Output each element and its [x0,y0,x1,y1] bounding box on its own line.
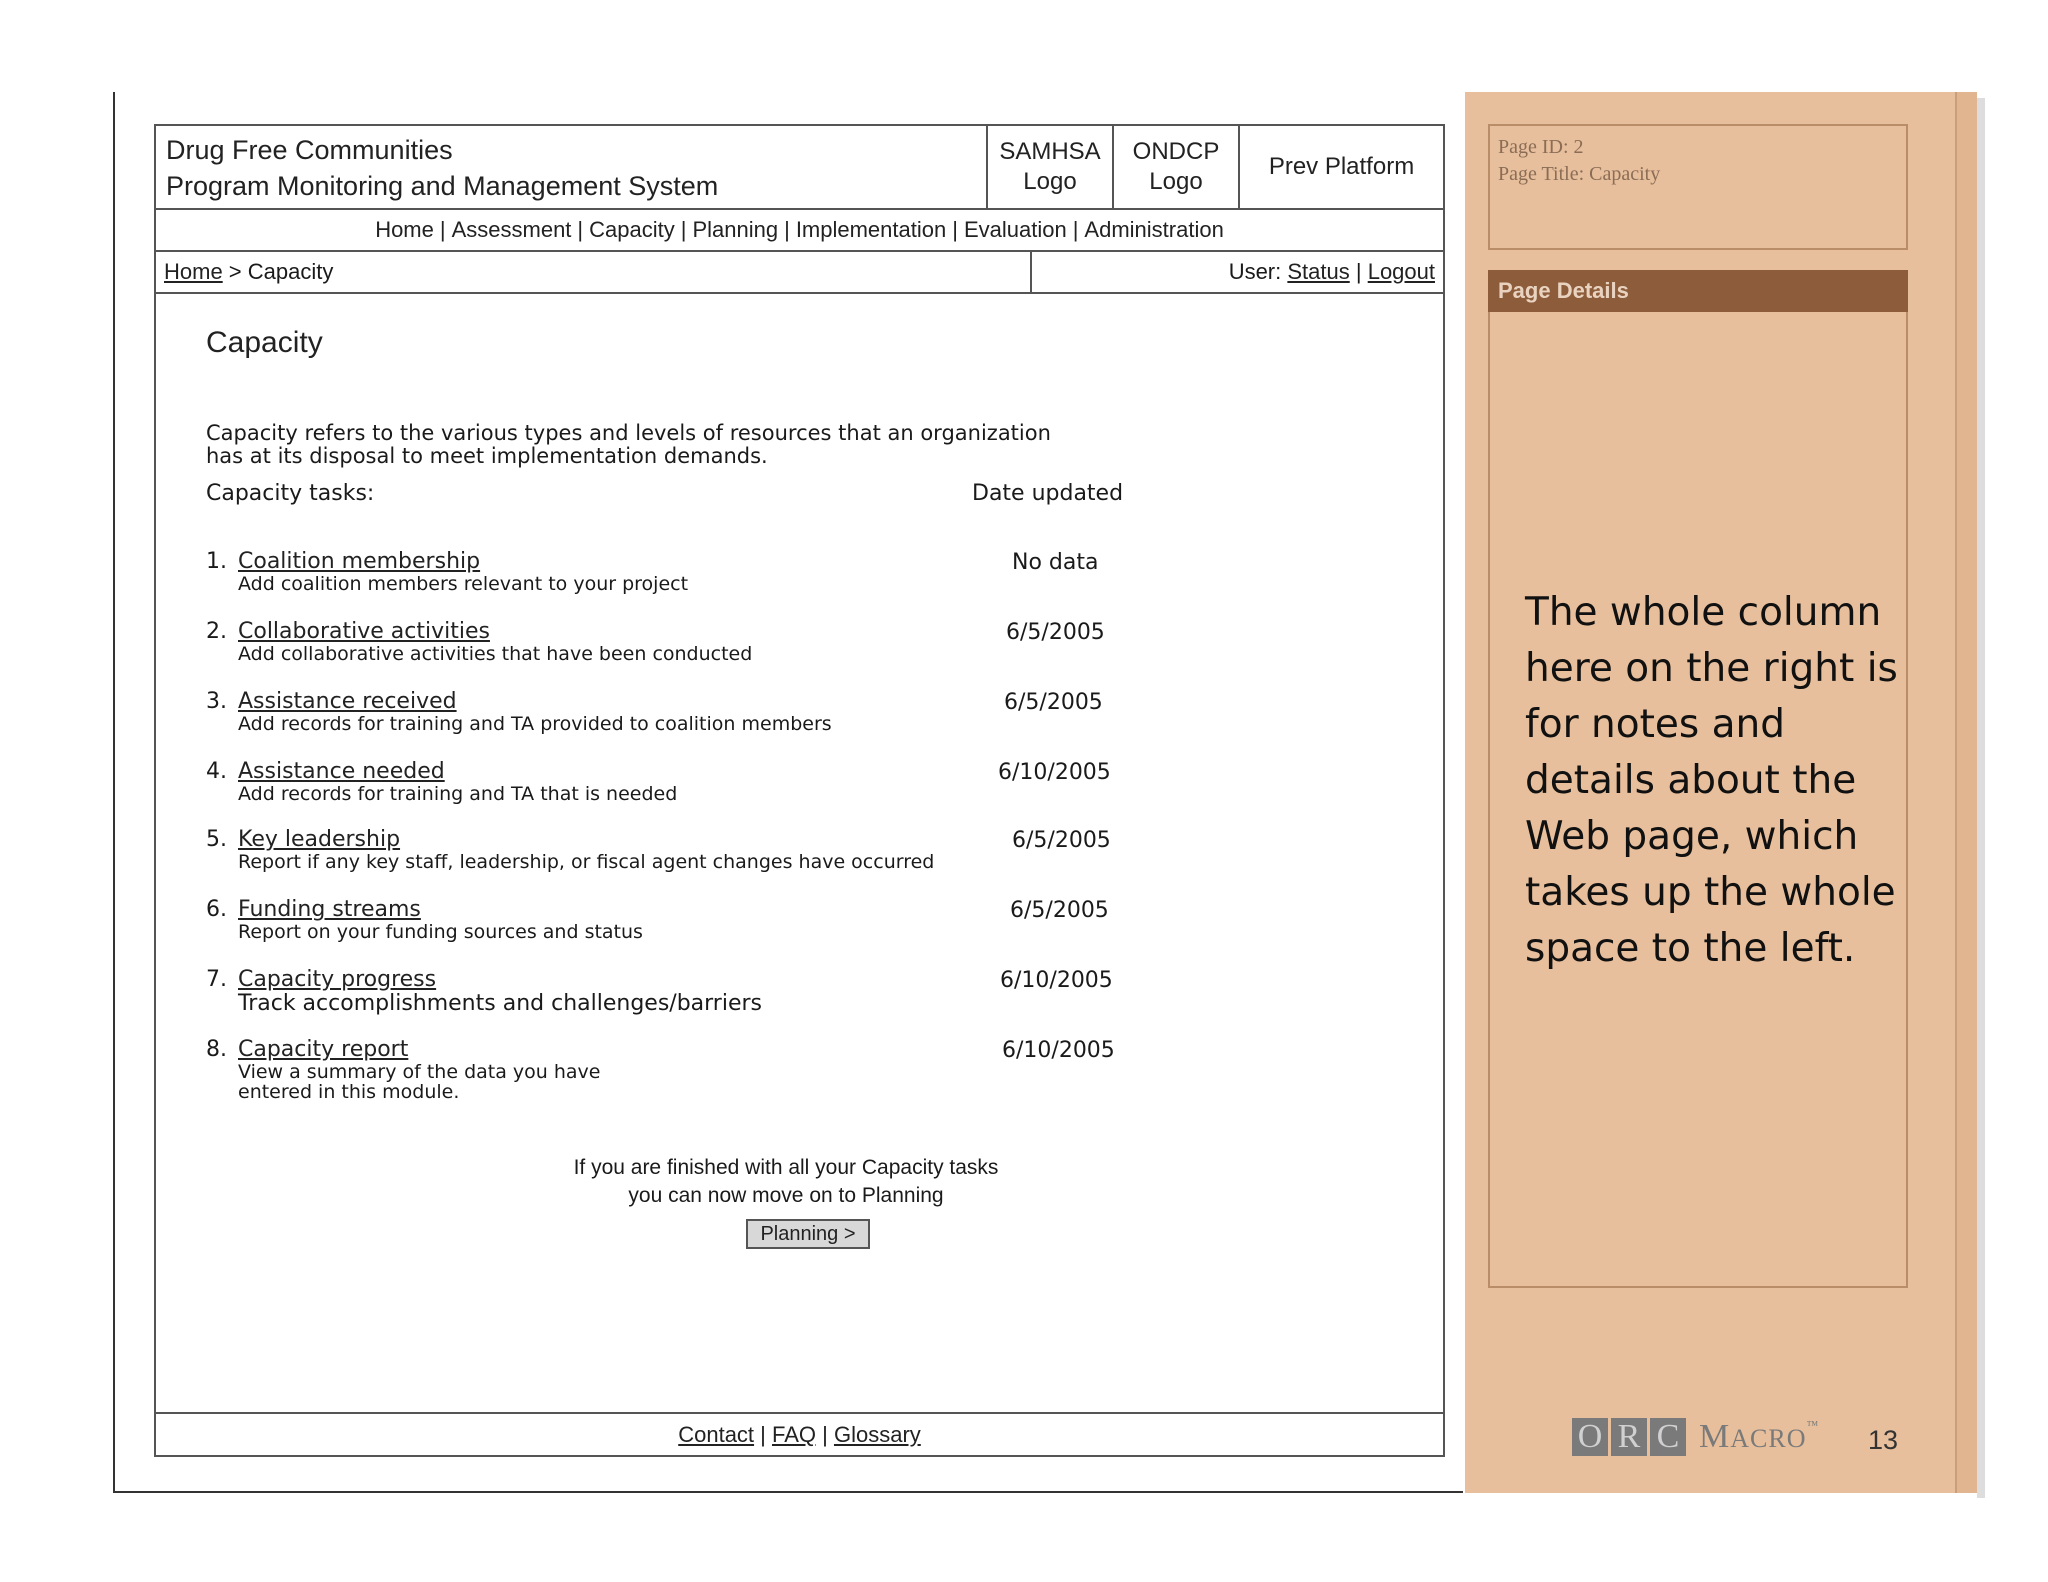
task-description: Add collaborative activities that have been conducted [238,643,753,665]
breadcrumb-separator: > [222,259,248,284]
task-link-coalition-membership[interactable]: Coalition membership [238,549,481,574]
glossary-link[interactable]: Glossary [833,1422,921,1447]
task-date: 6/5/2005 [1004,690,1103,715]
task-item [206,1038,1206,1102]
wireframe-page [154,124,1445,1457]
notes-column-edge [1955,92,1977,1493]
date-updated-header: Date updated [972,481,1124,506]
intro-line1: Capacity refers to the various types and levels of resources that an organization [206,421,1051,445]
page-id: Page ID: 2 [1498,136,1584,158]
prev-platform-link[interactable]: Prev Platform [1268,153,1415,180]
samhsa-logo: SAMHSA Logo [999,138,1101,195]
faq-link[interactable]: FAQ [772,1422,817,1447]
task-item [206,968,1206,1016]
system-title-line2: Program Monitoring and Management System [166,171,719,201]
breadcrumb-home-link[interactable]: Home [164,259,223,284]
nav-home[interactable]: Home [375,217,434,242]
tasks-header: Capacity tasks: [206,481,375,506]
task-number: 6. [206,897,227,922]
page-title-info: Page Title: Capacity [1498,163,1661,185]
logo-letter-o: O [1572,1418,1608,1456]
task-number: 3. [206,689,227,714]
footer-separator: | [816,1422,834,1447]
status-link[interactable]: Status [1287,259,1350,284]
task-description: Track accomplishments and challenges/barriers [238,991,762,1016]
finish-line2: you can now move on to Planning [628,1184,944,1207]
footer-links [156,1414,1443,1456]
nav-implementation[interactable]: Implementation [795,217,947,242]
footer-separator: | [754,1422,772,1447]
planning-button[interactable]: Planning > [746,1219,870,1249]
task-item [206,550,1206,594]
task-link-capacity-progress[interactable]: Capacity progress [238,967,437,992]
task-date: 6/10/2005 [1000,968,1113,993]
task-item [206,898,1206,942]
logo-letter-r: R [1611,1418,1647,1456]
task-number: 7. [206,967,227,992]
notes-text: The whole column here on the right is for notes and details about the Web page, which takes up the whole space to the left. [1525,590,1898,971]
task-date: 6/5/2005 [1010,898,1109,923]
breadcrumb [164,252,333,292]
task-item [206,690,1206,734]
task-number: 1. [206,549,227,574]
intro-line2: has at its disposal to meet implementation demands. [206,444,768,468]
task-number: 2. [206,619,227,644]
task-link-capacity-report[interactable]: Capacity report [238,1037,409,1062]
notes-column-shadow [1977,98,1985,1498]
task-item [206,620,1206,664]
main-nav: Home | Assessment | Capacity | Planning | Implementation | Evaluation | Administration [375,217,1224,242]
task-date: 6/5/2005 [1006,620,1105,645]
task-date: 6/5/2005 [1012,828,1111,853]
task-link-collaborative-activities[interactable]: Collaborative activities [238,619,490,644]
breadcrumb-current: Capacity [247,259,334,284]
nav-capacity[interactable]: Capacity [589,217,675,242]
finish-line1: If you are finished with all your Capacity tasks [573,1156,999,1179]
slide-number: 13 [1868,1425,1899,1455]
contact-link[interactable]: Contact [678,1422,755,1447]
task-description: View a summary of the data you have entered in this module. [238,1061,601,1103]
nav-planning[interactable]: Planning [692,217,779,242]
task-description: Report if any key staff, leadership, or fiscal agent changes have occurred [238,851,935,873]
task-description: Add coalition members relevant to your project [238,573,689,595]
task-description: Report on your funding sources and status [238,921,643,943]
task-description: Add records for training and TA provided to coalition members [238,713,832,735]
nav-evaluation[interactable]: Evaluation [963,217,1067,242]
task-item [206,760,1206,804]
user-separator: | [1349,259,1368,284]
task-link-key-leadership[interactable]: Key leadership [238,827,401,852]
user-label: User: [1228,259,1288,284]
system-title-line1: Drug Free Communities [166,135,453,165]
task-number: 5. [206,827,227,852]
page-details-header: Page Details [1488,270,1908,312]
logout-link[interactable]: Logout [1367,259,1435,284]
system-title [166,132,718,204]
logo-macro-text: MACRO™ [1699,1418,1820,1455]
orc-macro-logo [1572,1418,1819,1456]
page-title: Capacity [206,326,323,359]
finish-message [506,1154,1066,1210]
nav-administration[interactable]: Administration [1084,217,1224,242]
intro-text [206,422,1186,468]
logo-letter-c: C [1650,1418,1686,1456]
task-date: No data [1012,550,1099,575]
task-item [206,828,1206,872]
task-link-assistance-received[interactable]: Assistance received [238,689,457,714]
task-description: Add records for training and TA that is needed [238,783,678,805]
task-number: 8. [206,1037,227,1062]
ondcp-logo: ONDCP Logo [1132,138,1220,195]
user-area [1229,252,1435,292]
task-date: 6/10/2005 [1002,1038,1115,1063]
task-number: 4. [206,759,227,784]
page-info-box [1488,124,1908,250]
task-link-funding-streams[interactable]: Funding streams [238,897,421,922]
task-link-assistance-needed[interactable]: Assistance needed [238,759,445,784]
task-date: 6/10/2005 [998,760,1111,785]
nav-assessment[interactable]: Assessment [451,217,572,242]
